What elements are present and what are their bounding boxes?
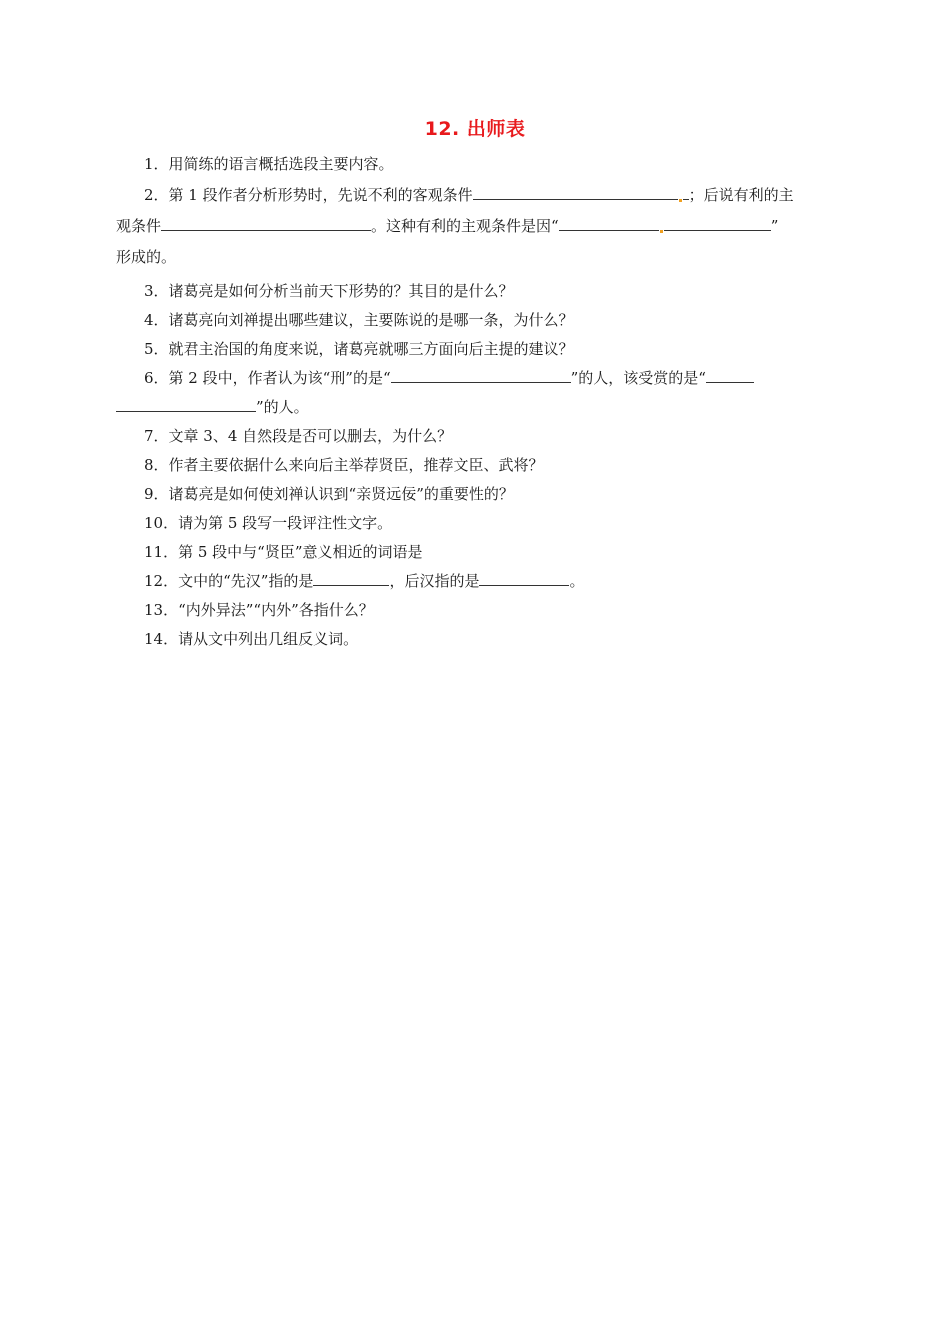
answer-blank[interactable] xyxy=(479,571,569,586)
question-12-text-c: 。 xyxy=(569,572,585,590)
question-2-line-1 xyxy=(116,181,864,210)
answer-blank[interactable] xyxy=(664,216,771,231)
question-7: 7．文章 3、4 自然段是否可以删去，为什么？ xyxy=(144,427,453,445)
answer-blank[interactable] xyxy=(559,216,659,231)
question-13: 13．“内外异法”“内外”各指什么？ xyxy=(144,601,374,619)
question-6-text-c: ”的人。 xyxy=(256,398,309,416)
question-2-line-2 xyxy=(116,212,836,241)
question-12 xyxy=(116,567,864,596)
answer-blank[interactable] xyxy=(313,571,389,586)
question-6-text-b: ”的人，该受赏的是“ xyxy=(570,369,706,387)
question-14: 14．请从文中列出几组反义词。 xyxy=(144,630,359,648)
question-1: 1．用简练的语言概括选段主要内容。 xyxy=(144,155,394,173)
question-2-text-c: 观条件 xyxy=(116,217,162,235)
question-2-text-a: 2．第 1 段作者分析形势时，先说不利的客观条件 xyxy=(144,186,473,204)
question-2-text-e: ” xyxy=(770,217,779,235)
question-2-text-d: 。这种有利的主观条件是因“ xyxy=(371,217,559,235)
answer-blank[interactable] xyxy=(116,397,256,412)
marker-dot xyxy=(679,199,682,202)
question-12-text-a: 12．文中的“先汉”指的是 xyxy=(144,572,314,590)
answer-blank[interactable] xyxy=(473,185,678,200)
question-12-text-b: ，后汉指的是 xyxy=(389,572,480,590)
question-6-text-a: 6．第 2 段中，作者认为该“刑”的是“ xyxy=(144,369,391,387)
question-6-line-1 xyxy=(116,364,864,393)
question-6-line-2 xyxy=(116,393,836,422)
question-10: 10．请为第 5 段写一段评注性文字。 xyxy=(144,514,393,532)
answer-blank[interactable] xyxy=(391,368,571,383)
question-4: 4．诸葛亮向刘禅提出哪些建议，主要陈说的是哪一条，为什么？ xyxy=(144,311,574,329)
marker-dot xyxy=(660,230,663,233)
answer-blank[interactable] xyxy=(161,216,371,231)
question-3: 3．诸葛亮是如何分析当前天下形势的？其目的是什么？ xyxy=(144,282,514,300)
question-2-line-3: 形成的。 xyxy=(116,248,177,266)
question-8: 8．作者主要依据什么来向后主举荐贤臣，推荐文臣、武将？ xyxy=(144,456,544,474)
question-9: 9．诸葛亮是如何使刘禅认识到“亲贤远佞”的重要性的？ xyxy=(144,485,514,503)
answer-blank[interactable] xyxy=(706,368,754,383)
question-11: 11．第 5 段中与“贤臣”意义相近的词语是 xyxy=(144,543,423,561)
page-title: 12. 出师表 xyxy=(424,118,526,140)
question-5: 5．就君主治国的角度来说，诸葛亮就哪三方面向后主提的建议？ xyxy=(144,340,574,358)
question-2-text-b: ；后说有利的主 xyxy=(688,186,794,204)
